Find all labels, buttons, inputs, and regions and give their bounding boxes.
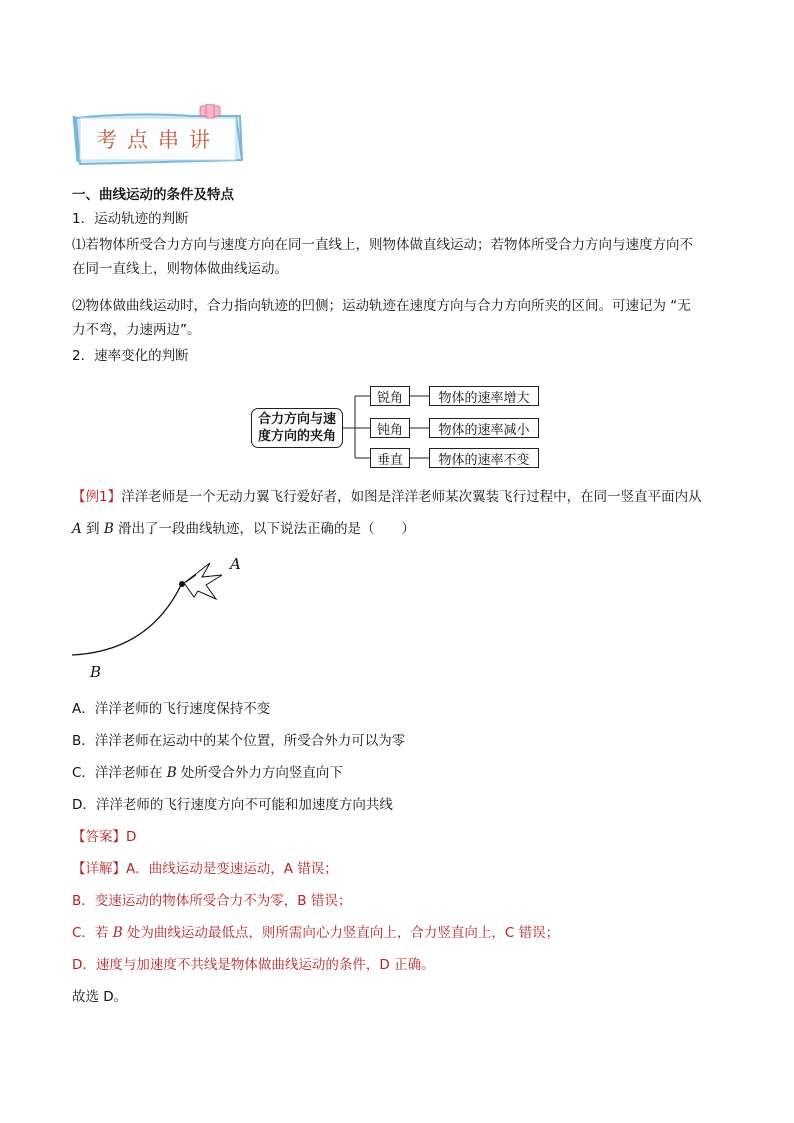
paragraph-1-line2: 在同一直线上，则物体做曲线运动。: [72, 261, 288, 277]
banner-title: 考点串讲: [96, 128, 220, 152]
paragraph-2-line1: ⑵物体做曲线运动时，合力指向轨迹的凹侧；运动轨迹在速度方向与合力方向所夹的区间。可速记为 “无: [72, 298, 691, 314]
angle-acute: 锐角: [370, 386, 410, 406]
subheading-speed-change: 2．速率变化的判断: [72, 348, 189, 364]
trajectory-figure: [70, 555, 270, 685]
option-c-point-b: B: [166, 765, 177, 781]
option-c: [72, 762, 343, 784]
diagram-left-line2: 度方向的夹角: [257, 429, 336, 444]
option-b: B．洋洋老师在运动中的某个位置，所受合外力可以为零: [72, 733, 406, 749]
explain-line-a: [72, 858, 338, 880]
result-increase: 物体的速率增大: [429, 386, 539, 406]
point-b-label: B: [103, 521, 114, 537]
section-banner: [72, 104, 248, 166]
example-text-line1: 洋洋老师是一个无动力翼飞行爱好者，如图是洋洋老师某次翼装飞行过程中，在同一竖直平面内从: [121, 489, 702, 505]
explain-line-d: D．速度与加速度不共线是物体做曲线运动的条件，D 正确。: [72, 957, 435, 973]
option-a: A．洋洋老师的飞行速度保持不变: [72, 701, 271, 717]
answer-tag: 【答案】: [72, 829, 126, 845]
answer-line: [72, 826, 136, 848]
option-d: D．洋洋老师的飞行速度方向不可能和加速度方向共线: [72, 797, 393, 813]
explain-a: A．曲线运动是变速运动，A 错误；: [126, 861, 338, 877]
explain-c-pre: C．若: [72, 925, 113, 941]
section-heading: 一、曲线运动的条件及特点: [72, 187, 234, 203]
paragraph-2-line2: 力不弯，力速两边”。: [72, 322, 201, 338]
diagram-left-line1: 合力方向与速: [257, 412, 336, 427]
explain-line-c: [72, 922, 559, 944]
conclusion: 故选 D。: [72, 989, 128, 1005]
figure-label-b: B: [90, 663, 102, 681]
explain-c-point-b: B: [112, 925, 123, 941]
explain-c-post: 处为曲线运动最低点，则所需向心力竖直向上，合力竖直向上，C 错误；: [122, 925, 560, 941]
example-text-line2: 滑出了一段曲线轨迹，以下说法正确的是（ ）: [113, 521, 416, 537]
wingsuit-flyer-icon: [184, 563, 222, 599]
angle-obtuse: 钝角: [370, 418, 410, 438]
result-decrease: 物体的速率减小: [429, 418, 539, 438]
option-c-post: 处所受合外力方向竖直向下: [176, 765, 343, 781]
explain-tag: 【详解】: [72, 861, 126, 877]
example-line1: [72, 486, 702, 508]
paragraph-1-line1: ⑴若物体所受合力方向与速度方向在同一直线上，则物体做直线运动；若物体所受合力方向与速度方向不: [72, 237, 693, 253]
explain-line-b: B．变速运动的物体所受合力不为零，B 错误；: [72, 893, 352, 909]
example-line2: [72, 518, 415, 540]
point-a-label: A: [72, 521, 82, 537]
figure-label-a: A: [230, 555, 241, 573]
subheading-trajectory: 1．运动轨迹的判断: [72, 211, 189, 227]
example-text-to: 到: [81, 521, 104, 537]
example-tag: 【例1】: [72, 489, 122, 505]
answer-value: D: [126, 829, 137, 845]
angle-perpendicular: 垂直: [370, 448, 410, 468]
option-c-pre: C．洋洋老师在: [72, 765, 167, 781]
result-unchanged: 物体的速率不变: [429, 448, 539, 468]
diagram-left-box: [251, 408, 343, 448]
